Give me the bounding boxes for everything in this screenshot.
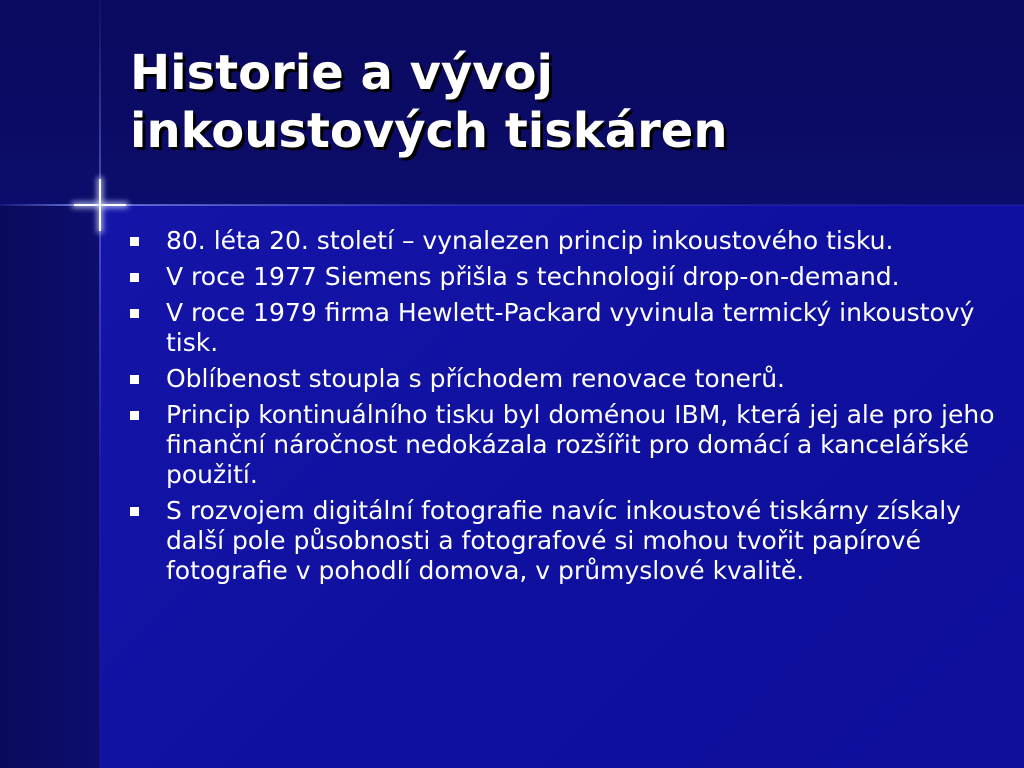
square-bullet-icon bbox=[130, 507, 139, 516]
horizontal-accent-line bbox=[0, 204, 1024, 206]
square-bullet-icon bbox=[130, 273, 139, 282]
bullet-item bbox=[130, 496, 1000, 586]
bullet-text: 80. léta 20. století – vynalezen princip inkoustového tisku. bbox=[166, 226, 894, 255]
slide-title-line-1: Historie a vývoj bbox=[130, 45, 553, 101]
vertical-accent-line bbox=[99, 0, 101, 768]
bullet-item bbox=[130, 400, 1000, 490]
slide-title-line-2: inkoustových tiskáren bbox=[130, 103, 728, 159]
bullet-text: Princip kontinuálního tisku byl doménou IBM, která jej ale pro jeho finanční náročnost nedokázala rozšířit pro domácí a kancelářské použití. bbox=[166, 400, 995, 489]
bullet-item bbox=[130, 262, 1000, 292]
bullet-item bbox=[130, 226, 1000, 256]
slide-title bbox=[130, 44, 990, 160]
square-bullet-icon bbox=[130, 375, 139, 384]
bullet-text: V roce 1979 firma Hewlett-Packard vyvinula termický inkoustový tisk. bbox=[166, 298, 975, 357]
bullet-list bbox=[130, 226, 1000, 592]
bullet-item bbox=[130, 298, 1000, 358]
bullet-item bbox=[130, 364, 1000, 394]
square-bullet-icon bbox=[130, 237, 139, 246]
square-bullet-icon bbox=[130, 309, 139, 318]
bullet-text: V roce 1977 Siemens přišla s technologií drop-on-demand. bbox=[166, 262, 900, 291]
bullet-text: Oblíbenost stoupla s příchodem renovace tonerů. bbox=[166, 364, 785, 393]
square-bullet-icon bbox=[130, 411, 139, 420]
bullet-text: S rozvojem digitální fotografie navíc inkoustové tiskárny získaly další pole působnosti a fotografové si mohou tvořit papírové fotografie v pohodlí domova, v průmyslové kvalitě. bbox=[166, 496, 961, 585]
